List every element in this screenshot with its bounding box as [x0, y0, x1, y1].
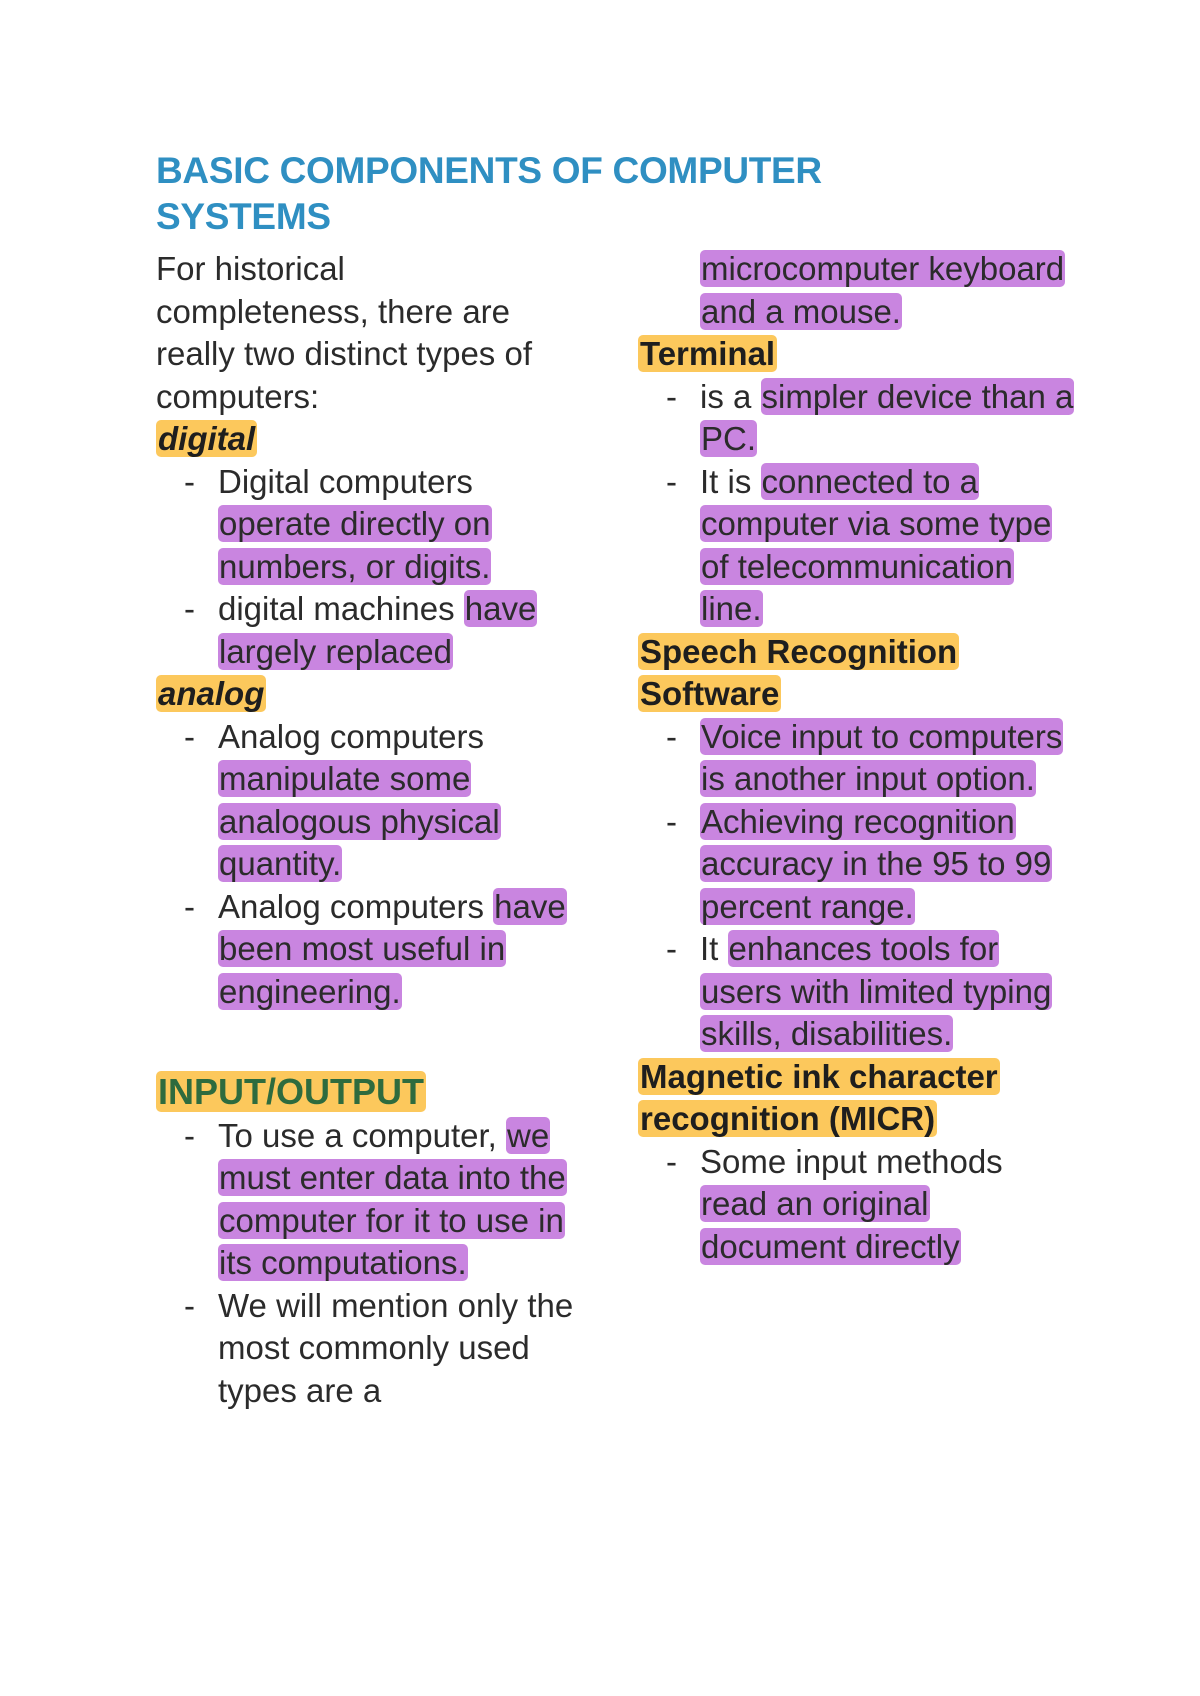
- highlight: connected to a computer via some type of telecommunication line.: [701, 462, 1052, 627]
- list-item: - It enhances tools for users with limited typing skills, disabilities.: [666, 930, 1052, 1052]
- list-item: - We will mention only the most commonly used types are a: [184, 1286, 574, 1409]
- list-item: - To use a computer, we must enter data into the computer for it to use in its computations.: [184, 1116, 566, 1281]
- list-item: - Digital computers operate directly on numbers, or digits.: [184, 462, 491, 585]
- highlight: have largely replaced: [219, 590, 537, 670]
- input-output-heading: INPUT/OUTPUT: [158, 1071, 424, 1112]
- micr-heading: Magnetic ink character recognition (MICR): [640, 1057, 998, 1137]
- highlight: microcomputer keyboard and a mouse.: [701, 250, 1065, 330]
- speech-recognition-list: [638, 716, 1078, 1056]
- list-item: - It is connected to a computer via some type of telecommunication line.: [666, 462, 1052, 627]
- micr-list: [638, 1141, 1078, 1269]
- page-title: BASIC COMPONENTS OF COMPUTER SYSTEMS: [156, 150, 822, 237]
- digital-list: [156, 461, 576, 674]
- highlight: read an original document directly: [701, 1185, 960, 1265]
- analog-label: analog: [158, 675, 265, 712]
- left-column: [156, 248, 576, 1412]
- right-column: [638, 248, 1078, 1268]
- list-item: - Voice input to computers is another input option.: [666, 717, 1063, 797]
- continued-text: [638, 248, 1078, 333]
- list-item: - digital machines have largely replaced: [184, 590, 537, 670]
- terminal-heading: Terminal: [640, 335, 776, 372]
- highlight: we must enter data into the computer for it to use in its computations.: [219, 1116, 566, 1281]
- highlight: Voice input to computers is another input option.: [701, 717, 1063, 797]
- highlight: manipulate some analogous physical quantity.: [219, 760, 500, 882]
- speech-recognition-heading: Speech Recognition Software: [640, 632, 958, 712]
- list-item: - Analog computers have been most useful in engineering.: [184, 887, 566, 1010]
- intro-paragraph: For historical completeness, there are really two distinct types of computers:: [156, 250, 532, 415]
- list-item: - Achieving recognition accuracy in the 95 to 99 percent range.: [666, 802, 1052, 925]
- highlight: Achieving recognition accuracy in the 95 to 99 percent range.: [701, 802, 1052, 925]
- input-output-list: [156, 1115, 576, 1413]
- digital-label: digital: [158, 420, 256, 457]
- list-item: - Some input methods read an original document directly: [666, 1142, 1003, 1265]
- terminal-list: [638, 376, 1078, 631]
- highlight: simpler device than a PC.: [701, 377, 1074, 457]
- highlight: have been most useful in engineering.: [219, 887, 566, 1010]
- list-item: - is a simpler device than a PC.: [666, 377, 1074, 457]
- highlight: operate directly on numbers, or digits.: [219, 505, 491, 585]
- list-item: - Analog computers manipulate some analogous physical quantity.: [184, 717, 500, 882]
- highlight: enhances tools for users with limited typing skills, disabilities.: [701, 930, 1052, 1052]
- analog-list: [156, 716, 576, 1014]
